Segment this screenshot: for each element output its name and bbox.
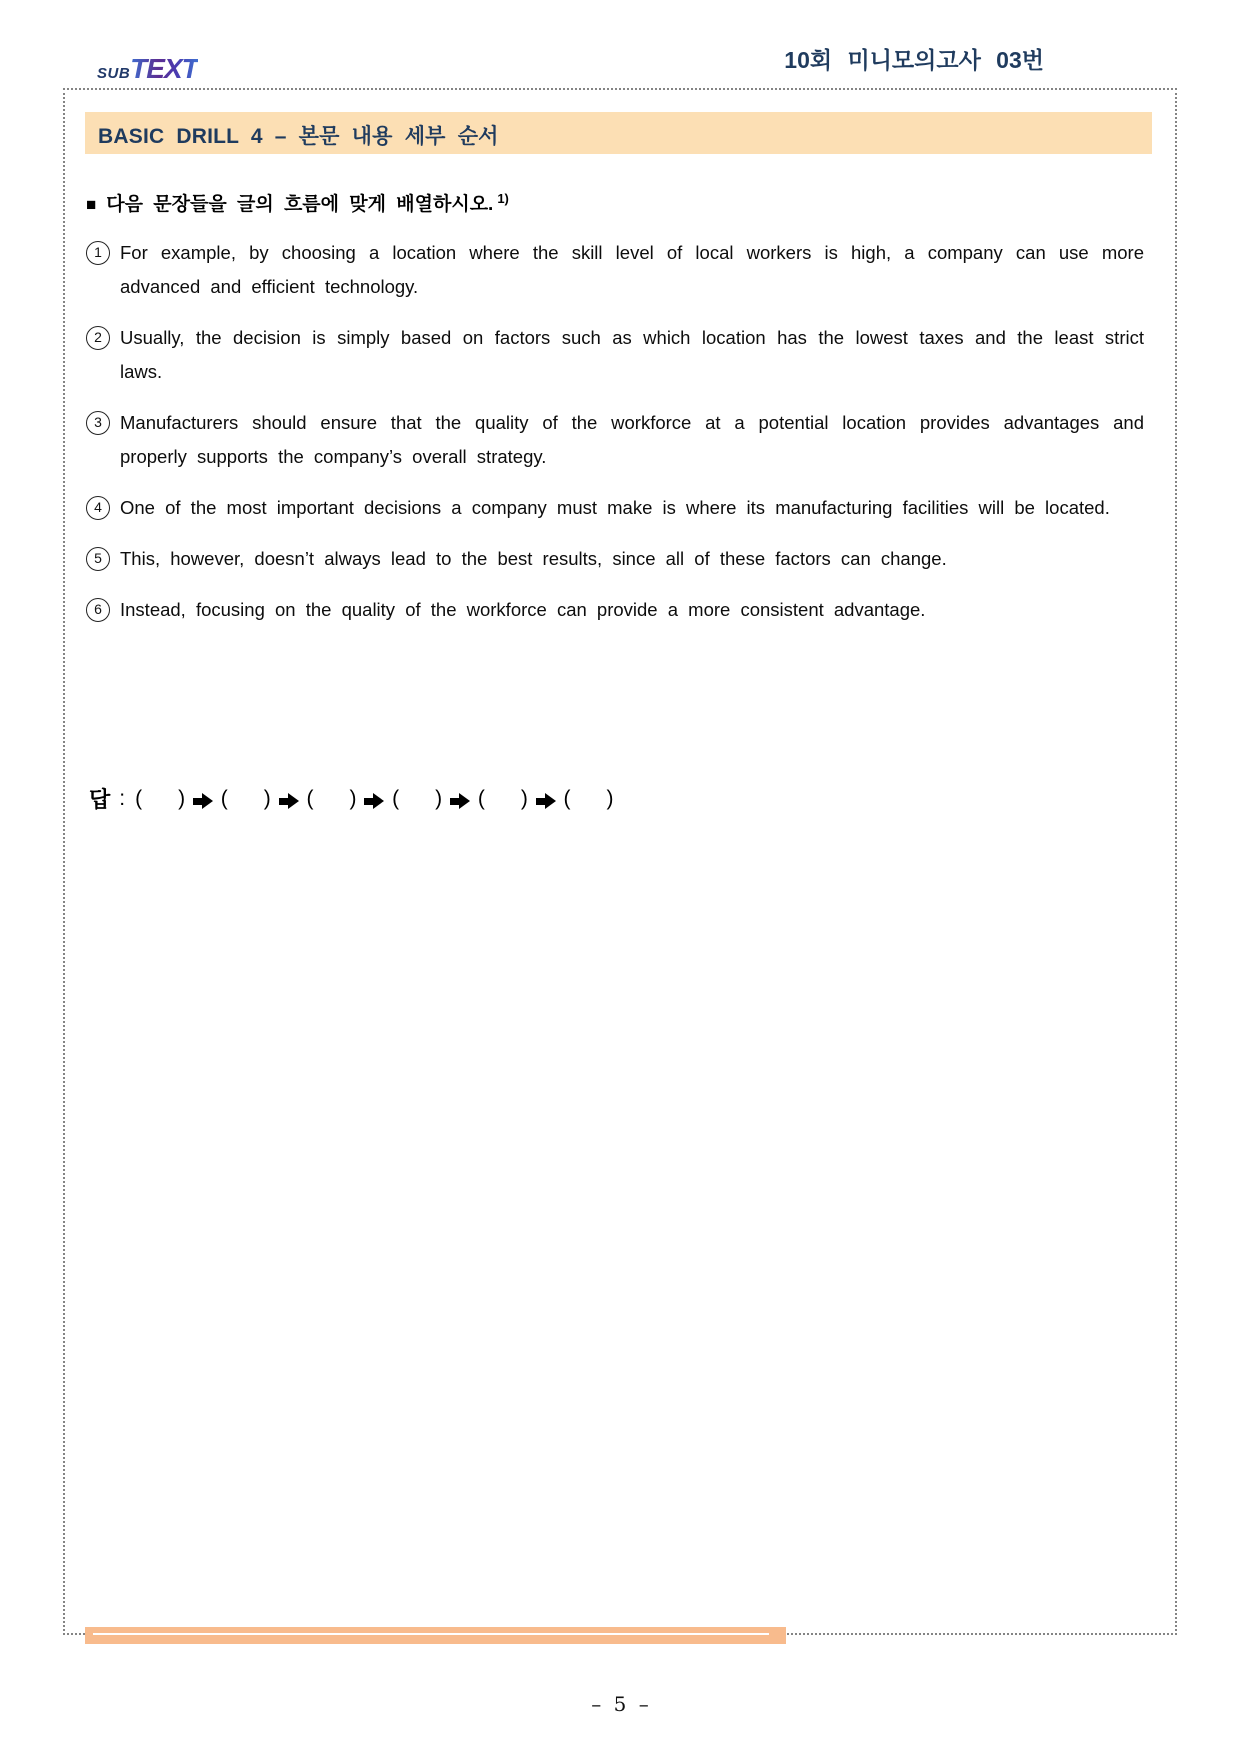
item-circled-number: 3: [86, 411, 110, 435]
slot-open-paren: (: [392, 786, 400, 810]
drill-box: [63, 88, 1177, 1635]
right-arrow-icon: [450, 793, 470, 809]
item-sentence-text: This, however, doesn’t always lead to the best results, since all of these factors can change.: [120, 548, 947, 569]
slot-close-paren: ): [178, 786, 186, 810]
item-circled-number: 2: [86, 326, 110, 350]
drill-title-bar: [85, 112, 1152, 154]
slot-open-paren: (: [563, 786, 571, 810]
item-circled-number: 6: [86, 598, 110, 622]
slot-close-paren: ): [435, 786, 443, 810]
item-circled-number: 1: [86, 241, 110, 265]
item-circled-number: 4: [86, 496, 110, 520]
drill-title: BASIC DRILL 4 – 본문 내용 세부 순서: [98, 125, 499, 148]
item-sentence-text: Usually, the decision is simply based on factors such as which location has the lowest taxes and the least strict laws.: [120, 327, 1144, 382]
slot-open-paren: (: [477, 786, 485, 810]
slot-close-paren: ): [263, 786, 271, 810]
answer-slot: [221, 787, 271, 811]
subtext-logo: [97, 55, 198, 83]
right-arrow-icon: [279, 793, 299, 809]
item-sentence-text: Manufacturers should ensure that the quality of the workforce at a potential location provides advantages and properly supports the company’s overall strategy.: [120, 412, 1144, 467]
sentence-list: [86, 236, 1144, 644]
sentence-item: [86, 542, 1144, 576]
item-sentence-text: For example, by choosing a location where the skill level of local workers is high, a company can use more advanced and efficient technology.: [120, 242, 1144, 297]
slot-open-paren: (: [135, 786, 143, 810]
slot-open-paren: (: [220, 786, 228, 810]
instruction-text: 다음 문장들을 글의 흐름에 맞게 배열하시오.: [106, 194, 494, 215]
page-number: – 5 –: [591, 1692, 649, 1716]
answer-slot: [564, 787, 614, 811]
square-bullet-icon: ■: [86, 195, 97, 214]
sentence-item: [86, 406, 1144, 474]
answer-slots: [135, 787, 613, 811]
slot-open-paren: (: [306, 786, 314, 810]
answer-slot: [392, 787, 442, 811]
sentence-item: [86, 321, 1144, 389]
answer-slot: [478, 787, 528, 811]
right-arrow-icon: [536, 793, 556, 809]
item-sentence-text: Instead, focusing on the quality of the workforce can provide a more consistent advantage.: [120, 599, 926, 620]
answer-line: [89, 783, 614, 814]
slot-close-paren: ): [520, 786, 528, 810]
bottom-accent-bar: [85, 1627, 786, 1644]
slot-close-paren: ): [349, 786, 357, 810]
right-arrow-icon: [364, 793, 384, 809]
sentence-item: [86, 593, 1144, 627]
answer-slot: [135, 787, 185, 811]
exam-header-title: 10회 미니모의고사 03번: [784, 47, 1044, 73]
logo-sub-label: SUB: [97, 65, 131, 82]
answer-label: 답: [89, 787, 111, 812]
instruction-line: [86, 189, 509, 216]
answer-colon: :: [119, 786, 126, 810]
slot-close-paren: ): [606, 786, 614, 810]
item-circled-number: 5: [86, 547, 110, 571]
item-sentence-text: One of the most important decisions a company must make is where its manufacturing facilities will be located.: [120, 497, 1110, 518]
answer-slot: [306, 787, 356, 811]
logo-text-label: TEXT: [130, 53, 198, 84]
sentence-item: [86, 236, 1144, 304]
right-arrow-icon: [193, 793, 213, 809]
bottom-accent-bar-line: [93, 1633, 769, 1635]
footnote-marker: 1): [497, 191, 509, 206]
sentence-item: [86, 491, 1144, 525]
